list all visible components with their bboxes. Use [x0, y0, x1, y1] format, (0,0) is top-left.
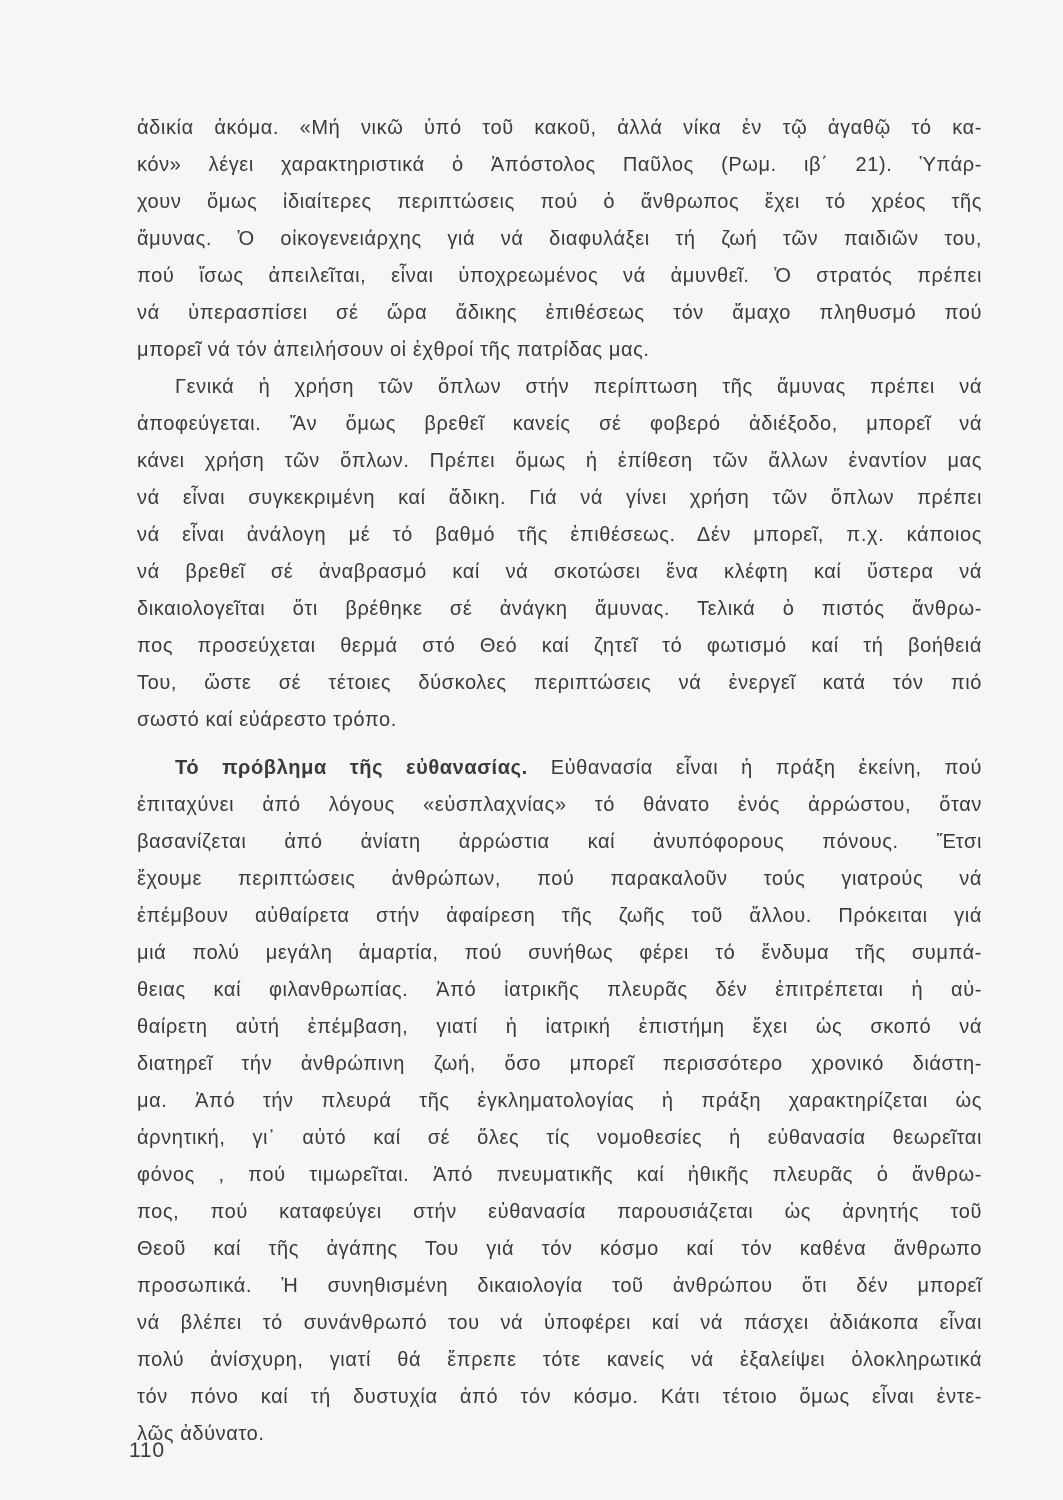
text-line: πολύ ἀνίσχυρη, γιατί θά ἔπρεπε τότε κανείς νά ἐξαλείψει ὁλοκληρωτικά — [137, 1349, 982, 1371]
text-line: ἔχουμε περιπτώσεις ἀνθρώπων, πού παρακαλοῦν τούς γιατρούς νά — [137, 868, 982, 890]
text-line: τόν πόνο καί τή δυστυχία ἀπό τόν κόσμο. Κάτι τέτοιο ὅμως εἶναι ἐντε- — [137, 1386, 982, 1408]
text-line: νά βρεθεῖ σέ ἀναβρασμό καί νά σκοτώσει ἕνα κλέφτη καί ὕστερα νά — [137, 561, 982, 583]
text-line: θαίρετη αὐτή ἐπέμβαση, γιατί ἡ ἰατρική ἐπιστήμη ἔχει ὡς σκοπό νά — [137, 1016, 982, 1038]
text-line: ἀδικία ἀκόμα. «Μή νικῶ ὑπό τοῦ κακοῦ, ἀλλά νίκα ἐν τῷ ἀγαθῷ τό κα- — [137, 117, 982, 139]
text-line: μα. Ἀπό τήν πλευρά τῆς ἐγκληματολογίας ἡ πράξη χαρακτηρίζεται ὡς — [137, 1090, 982, 1112]
text-line: ἀποφεύγεται. Ἄν ὅμως βρεθεῖ κανείς σέ φοβερό ἀδιέξοδο, μπορεῖ νά — [137, 413, 982, 435]
text-line: διατηρεῖ τήν ἀνθρώπινη ζωή, ὅσο μπορεῖ περισσότερο χρονικό διάστη- — [137, 1053, 982, 1075]
text-line: νά ὑπερασπίσει σέ ὥρα ἄδικης ἐπιθέσεως τόν ἄμαχο πληθυσμό πού — [137, 302, 982, 324]
text-line: λῶς ἀδύνατο. — [137, 1423, 265, 1445]
text-span: Εὐθανασία εἶναι ἡ πράξη ἐκείνη, πού — [527, 757, 982, 779]
text-line: ἀρνητική, γι᾽ αὐτό καί σέ ὅλες τίς νομοθεσίες ἡ εὐθανασία θεωρεῖται — [137, 1127, 982, 1149]
text-line: κάνει χρήση τῶν ὅπλων. Πρέπει ὅμως ἡ ἐπίθεση τῶν ἄλλων ἐναντίον μας — [137, 450, 982, 472]
text-line: φόνος , πού τιμωρεῖται. Ἀπό πνευματικῆς καί ἠθικῆς πλευρᾶς ὁ ἄνθρω- — [137, 1164, 982, 1186]
text-line: ἐπιταχύνει ἀπό λόγους «εὐσπλαχνίας» τό θάνατο ἑνός ἀρρώστου, ὅταν — [137, 794, 982, 816]
text-line: δικαιολογεῖται ὅτι βρέθηκε σέ ἀνάγκη ἄμυνας. Τελικά ὁ πιστός ἄνθρω- — [137, 598, 982, 620]
text-line: Γενικά ἡ χρήση τῶν ὅπλων στήν περίπτωση τῆς ἄμυνας πρέπει νά — [175, 376, 982, 398]
text-line: Θεοῦ καί τῆς ἀγάπης Του γιά τόν κόσμο καί τόν καθένα ἄνθρωπο — [137, 1238, 982, 1260]
text-line: σωστό καί εὐάρεστο τρόπο. — [137, 709, 397, 731]
text-line: νά εἶναι συγκεκριμένη καί ἄδικη. Γιά νά γίνει χρήση τῶν ὅπλων πρέπει — [137, 487, 982, 509]
text-line: νά βλέπει τό συνάνθρωπό του νά ὑποφέρει καί νά πάσχει ἀδιάκοπα εἶναι — [137, 1312, 982, 1334]
section-heading: Τό πρόβλημα τῆς εὐθανασίας. — [175, 757, 528, 779]
text-line: κόν» λέγει χαρακτηριστικά ὁ Ἀπόστολος Παῦλος (Ρωμ. ιβ΄ 21). Ὑπάρ- — [137, 154, 982, 176]
text-line: θειας καί φιλανθρωπίας. Ἀπό ἰατρικῆς πλευρᾶς δέν ἐπιτρέπεται ἡ αὐ- — [137, 979, 982, 1001]
text-line: νά εἶναι ἀνάλογη μέ τό βαθμό τῆς ἐπιθέσεως. Δέν μπορεῖ, π.χ. κάποιος — [137, 524, 982, 546]
text-line: βασανίζεται ἀπό ἀνίατη ἀρρώστια καί ἀνυπόφορους πόνους. Ἔτσι — [137, 831, 982, 853]
text-line: Του, ὥστε σέ τέτοιες δύσκολες περιπτώσεις νά ἐνεργεῖ κατά τόν πιό — [137, 672, 982, 694]
text-line: πού ἴσως ἀπειλεῖται, εἶναι ὑποχρεωμένος νά ἀμυνθεῖ. Ὁ στρατός πρέπει — [137, 265, 982, 287]
text-line: μπορεῖ νά τόν ἀπειλήσουν οἱ ἐχθροί τῆς πατρίδας μας. — [137, 339, 650, 361]
text-line: μιά πολύ μεγάλη ἁμαρτία, πού συνήθως φέρει τό ἔνδυμα τῆς συμπά- — [137, 942, 982, 964]
text-line: χουν ὅμως ἰδιαίτερες περιπτώσεις πού ὁ ἄνθρωπος ἔχει τό χρέος τῆς — [137, 191, 982, 213]
text-line: ἐπέμβουν αὐθαίρετα στήν ἀφαίρεση τῆς ζωῆς τοῦ ἄλλου. Πρόκειται γιά — [137, 905, 982, 927]
text-line: πος προσεύχεται θερμά στό Θεό καί ζητεῖ τό φωτισμό καί τή βοήθειά — [137, 635, 982, 657]
text-line: ἄμυνας. Ὁ οἰκογενειάρχης γιά νά διαφυλάξει τή ζωή τῶν παιδιῶν του, — [137, 228, 982, 250]
section-first-line — [175, 754, 982, 782]
text-line: πος, πού καταφεύγει στήν εὐθανασία παρουσιάζεται ὡς ἀρνητής τοῦ — [137, 1201, 982, 1223]
page-number: 110 — [129, 1439, 165, 1462]
text-line: προσωπικά. Ἡ συνηθισμένη δικαιολογία τοῦ ἀνθρώπου ὅτι δέν μπορεῖ — [137, 1275, 982, 1297]
